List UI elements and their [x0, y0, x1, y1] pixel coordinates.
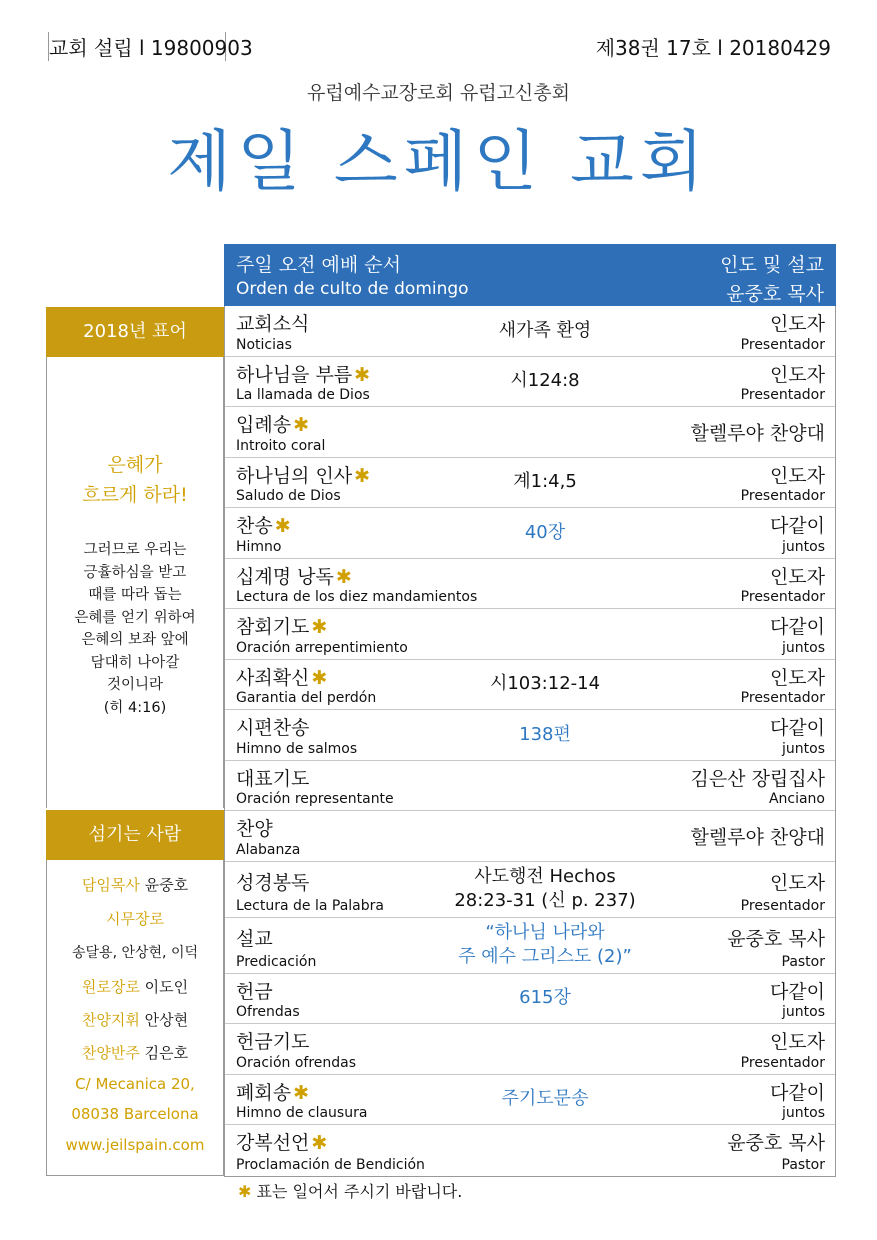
standing-footnote: ✱ 표는 일어서 주시기 바랍니다.	[238, 1182, 463, 1201]
staff-accompanist: 찬양반주 김은호	[81, 1044, 189, 1062]
founding-date: 교회 설립 l 19800903	[48, 32, 226, 61]
staff-heading: 섬기는 사람	[46, 810, 224, 860]
order-row: 설교 Predicación “하나님 나라와 주 예수 그리스도 (2)” 윤중호 목사 Pastor	[225, 918, 835, 974]
order-row: 십계명 낭독 ✱ Lectura de los diez mandamientos 인도자 Presentador	[225, 559, 835, 610]
motto-panel	[46, 357, 224, 808]
order-row: 사죄확신 ✱ Garantia del perdón 시103:12-14 인도자 Presentador	[225, 660, 835, 711]
order-row: 성경봉독 Lectura de la Palabra 사도행전 Hechos 28:23-31 (신 p. 237) 인도자 Presentador	[225, 862, 835, 918]
church-address-2: 08038 Barcelona	[71, 1105, 199, 1123]
motto-text: 은혜가 흐르게 하라!	[82, 454, 188, 506]
standing-icon: ✱	[311, 616, 328, 638]
standing-icon: ✱	[293, 414, 309, 436]
order-table	[224, 306, 836, 1177]
standing-icon: ✱	[354, 363, 371, 386]
standing-icon: ✱	[335, 565, 352, 588]
staff-pastor: 담임목사 윤중호	[81, 876, 189, 894]
standing-icon: ✱	[311, 666, 328, 689]
order-row: 하나님을 부름 ✱ La llamada de Dios 시124:8 인도자 Presentador	[225, 357, 835, 408]
denomination: 유럽예수교장로회 유럽고신총회	[307, 82, 570, 104]
standing-icon: ✱	[293, 1081, 309, 1104]
staff-panel	[46, 860, 224, 1176]
staff-elders-role: 시무장로	[106, 910, 164, 928]
order-row: 찬송 ✱ Himno 40장 다같이 juntos	[225, 508, 835, 559]
order-row: 참회기도 ✱ Oración arrepentimiento 다같이 juntos	[225, 609, 835, 660]
standing-icon: ✱	[311, 1132, 328, 1154]
church-address-1: C/ Mecanica 20,	[75, 1075, 195, 1093]
standing-icon: ✱	[238, 1182, 252, 1201]
order-row: 대표기도 Oración representante 김은산 장립집사 Anciano	[225, 761, 835, 812]
order-row: 하나님의 인사 ✱ Saludo de Dios 계1:4,5 인도자 Presentador	[225, 458, 835, 509]
motto-verse: 그러므로 우리는 긍휼하심을 받고 때를 따라 돕는 은혜를 얻기 위하여 은혜의 보좌 앞에 담대히 나아갈 것이니라 (히 4:16)	[74, 542, 196, 716]
staff-retired: 원로장로 이도인	[81, 978, 189, 996]
order-row: 시편찬송 Himno de salmos 138편 다같이 juntos	[225, 710, 835, 761]
order-header: 주일 오전 예배 순서 Orden de culto de domingo 인도 및 설교 윤중호 목사	[224, 244, 836, 306]
motto-heading: 2018년 표어	[46, 307, 224, 357]
standing-icon: ✱	[354, 464, 371, 487]
church-website[interactable]: www.jeilspain.com	[65, 1136, 205, 1154]
order-row: 헌금 Ofrendas 615장 다같이 juntos	[225, 974, 835, 1025]
staff-elders-names: 송달용, 안상현, 이덕	[72, 945, 198, 961]
staff-choir: 찬양지휘 안상현	[81, 1011, 189, 1029]
order-row: 강복선언 ✱ Proclamación de Bendición 윤중호 목사 Pastor	[236, 1132, 825, 1173]
issue-number: 제38권 17호 l 20180429	[595, 36, 831, 60]
order-row: 교회소식 Noticias 새가족 환영 인도자 Presentador	[225, 306, 835, 357]
order-row: 입례송 ✱ Introito coral 할렐루야 찬양대	[225, 407, 835, 458]
order-row: 폐회송 ✱ Himno de clausura 주기도문송 다같이 juntos	[225, 1075, 835, 1126]
order-row: 찬양 Alabanza 할렐루야 찬양대	[225, 811, 835, 862]
order-row: 헌금기도 Oración ofrendas 인도자 Presentador	[225, 1024, 835, 1075]
church-title: 제일 스페인 교회	[167, 123, 710, 200]
standing-icon: ✱	[274, 515, 291, 537]
